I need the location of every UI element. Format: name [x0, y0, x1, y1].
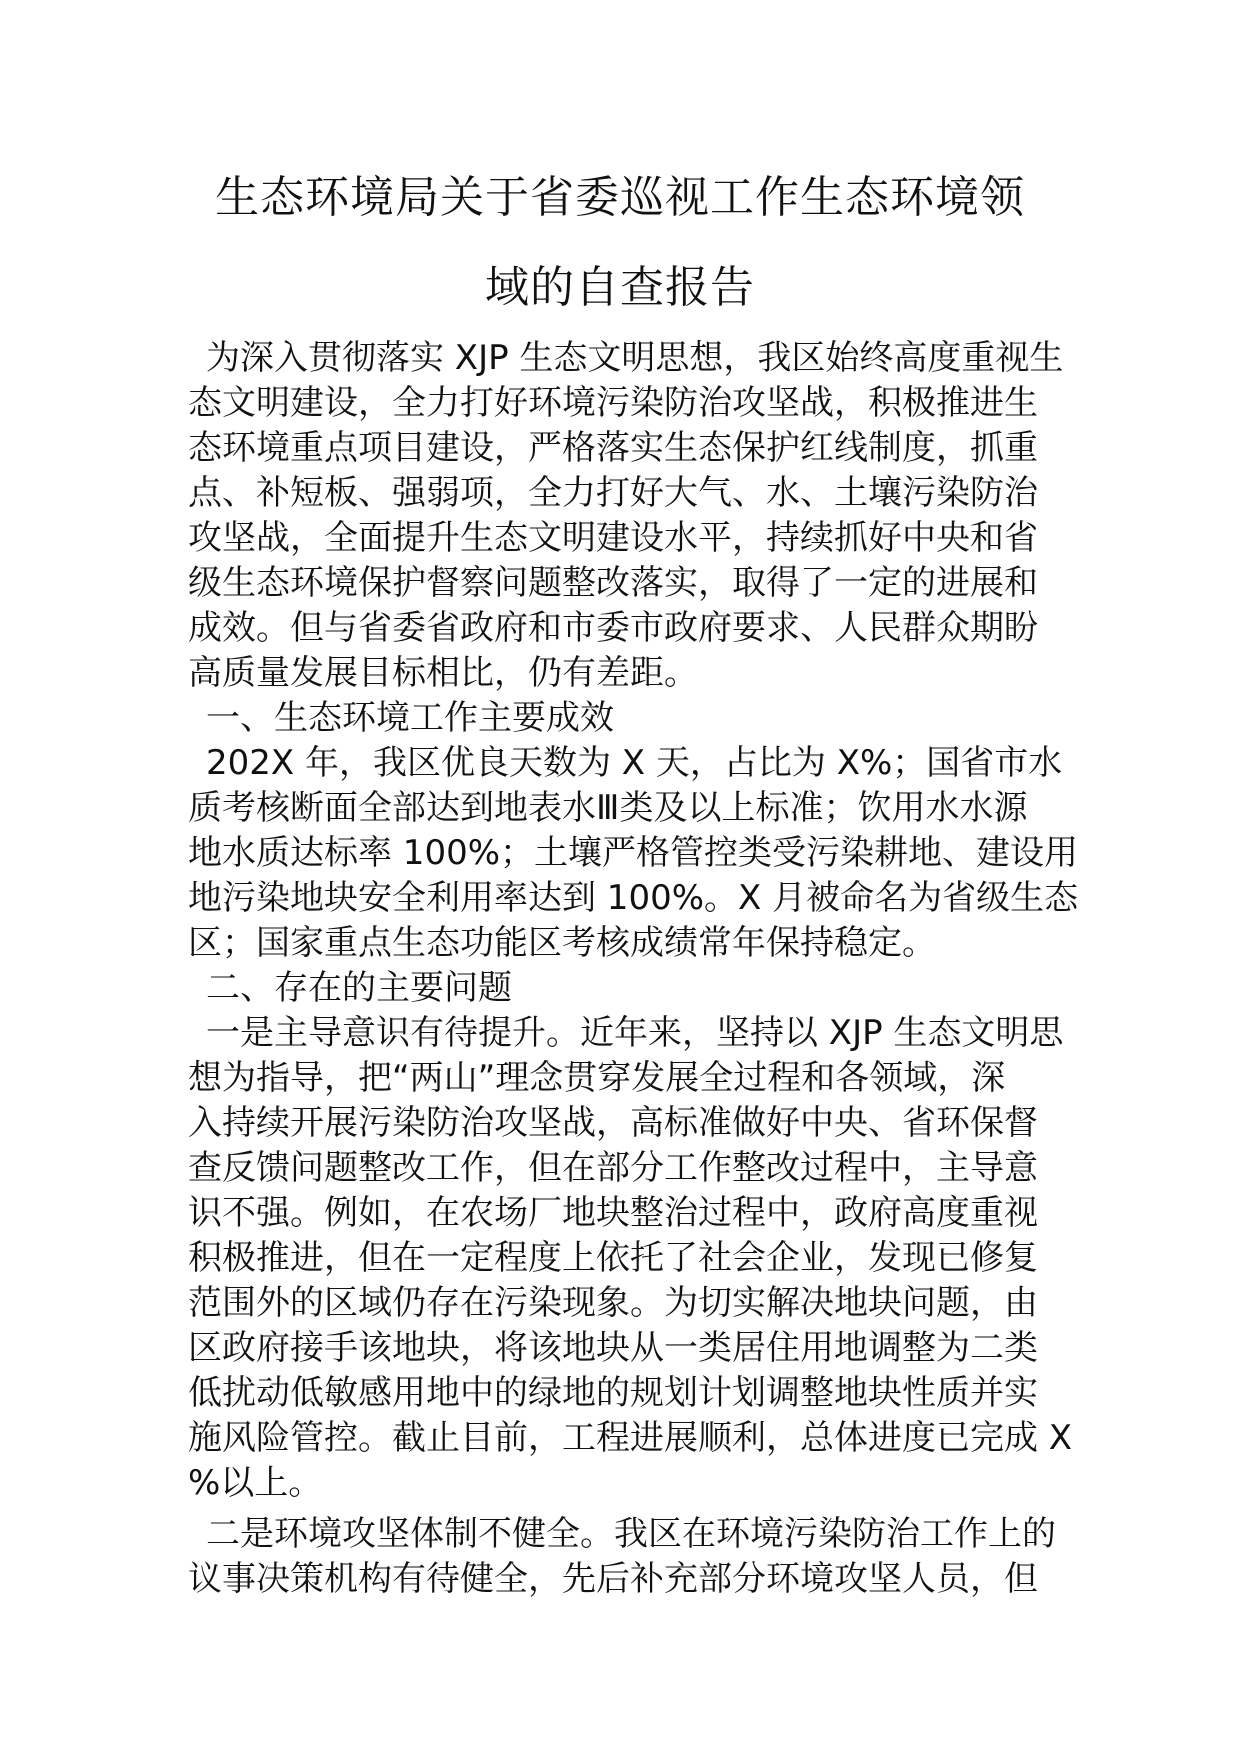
problem-two-paragraph-line: 议事决策机构有待健全，先后补充部分环境攻坚人员，但 — [188, 1559, 1038, 1599]
section-heading-problems: 二、存在的主要问题 — [206, 968, 512, 1008]
intro-paragraph-line: 攻坚战，全面提升生态文明建设水平，持续抓好中央和省 — [188, 518, 1038, 558]
document-body — [188, 336, 1079, 1602]
achievements-paragraph-line: 区；国家重点生态功能区考核成绩常年保持稳定。 — [188, 923, 936, 963]
problem-one-paragraph-line: 查反馈问题整改工作，但在部分工作整改过程中，主导意 — [188, 1148, 1038, 1188]
problem-one-paragraph-line: %以上。 — [188, 1463, 323, 1503]
intro-paragraph-line: 高质量发展目标相比，仍有差距。 — [188, 653, 698, 693]
section-heading-achievements: 一、生态环境工作主要成效 — [206, 698, 614, 738]
problem-one-paragraph-line: 区政府接手该地块，将该地块从一类居住用地调整为二类 — [188, 1328, 1038, 1368]
problem-one-paragraph-line: 施风险管控。截止目前，工程进展顺利，总体进度已完成 X — [188, 1418, 1073, 1458]
problem-one-paragraph-line: 一是主导意识有待提升。近年来，坚持以 XJP 生态文明思 — [206, 1013, 1064, 1053]
achievements-paragraph-line: 地水质达标率 100%；土壤严格管控类受污染耕地、建设用 — [188, 833, 1079, 873]
document-title-line-1: 生态环境局关于省委巡视工作生态环境领 — [215, 172, 1025, 223]
problem-one-paragraph-line: 积极推进，但在一定程度上依托了社会企业，发现已修复 — [188, 1238, 1038, 1278]
problem-one-paragraph-line: 入持续开展污染防治攻坚战，高标准做好中央、省环保督 — [188, 1103, 1038, 1143]
achievements-paragraph-line: 质考核断面全部达到地表水Ⅲ类及以上标准；饮用水水源 — [188, 788, 1028, 828]
intro-paragraph-line: 点、补短板、强弱项，全力打好大气、水、土壤污染防治 — [188, 473, 1038, 513]
intro-paragraph-line: 为深入贯彻落实 XJP 生态文明思想，我区始终高度重视生 — [206, 338, 1064, 378]
problem-one-paragraph-line: 低扰动低敏感用地中的绿地的规划计划调整地块性质并实 — [188, 1373, 1038, 1413]
intro-paragraph-line: 级生态环境保护督察问题整改落实，取得了一定的进展和 — [188, 563, 1038, 603]
intro-paragraph-line: 态环境重点项目建设，严格落实生态保护红线制度，抓重 — [188, 428, 1038, 468]
problem-one-paragraph-line: 范围外的区域仍存在污染现象。为切实解决地块问题，由 — [188, 1283, 1038, 1323]
intro-paragraph-line: 成效。但与省委省政府和市委市政府要求、人民群众期盼 — [188, 608, 1038, 648]
problem-one-paragraph-line: 识不强。例如，在农场厂地块整治过程中，政府高度重视 — [188, 1193, 1038, 1233]
achievements-paragraph-line: 地污染地块安全利用率达到 100%。X 月被命名为省级生态 — [188, 878, 1079, 918]
document-title-line-2: 域的自查报告 — [485, 262, 755, 313]
intro-paragraph-line: 态文明建设，全力打好环境污染防治攻坚战，积极推进生 — [188, 383, 1038, 423]
problem-two-paragraph-line: 二是环境攻坚体制不健全。我区在环境污染防治工作上的 — [206, 1514, 1056, 1554]
achievements-paragraph-line: 202X 年，我区优良天数为 X 天，占比为 X%；国省市水 — [206, 743, 1063, 783]
problem-one-paragraph-line: 想为指导，把“两山”理念贯穿发展全过程和各领域，深 — [188, 1058, 1006, 1098]
